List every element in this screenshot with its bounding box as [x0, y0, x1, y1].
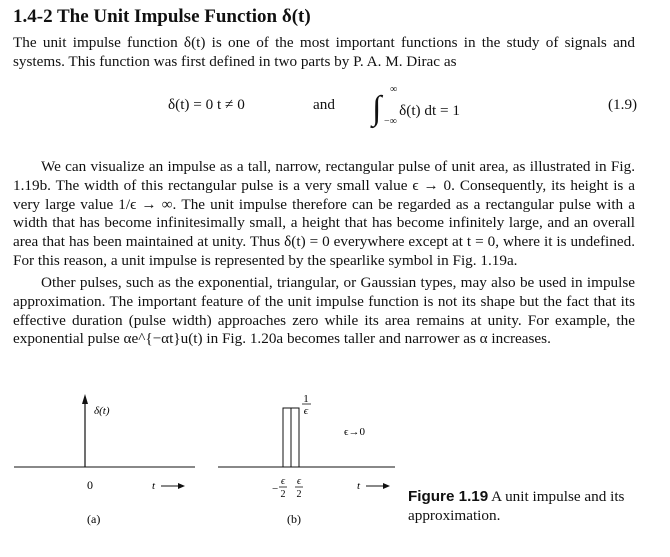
right-eps: ϵ: [296, 476, 302, 487]
arrowhead-t-a: [178, 483, 185, 489]
label-t-a: t: [152, 480, 156, 492]
sublabel-a: (a): [87, 512, 101, 526]
paragraph-intro: The unit impulse function δ(t) is one of the most important functions in the study of signals and systems. This function was first defined in two parts by P. A. M. Dirac as: [13, 34, 635, 70]
caption-label: Figure 1.19: [408, 488, 489, 505]
figure-b: [218, 393, 395, 526]
paragraph-visualize: We can visualize an impulse as a tall, narrow, rectangular pulse of unit area, as illustrated in Fig. 1.19b. The width of this rectangular pulse is a very small value ϵ → 0. Consequently, its height is a very large value 1/ϵ → ∞. The unit impulse therefore can be regarded as a rectangular pulse with a width that has become infinitesimally small, a height that has become infinitely large, and an overall area that has been maintained at unity. Thus δ(t) = 0 everywhere except at t = 0, where it is undefined. For this reason, a unit impulse is represented by the spearlike symbol in Fig. 1.19a.: [13, 158, 635, 269]
caption-text: A unit impulse and its approximation.: [408, 488, 625, 524]
section-heading: 1.4-2 The Unit Impulse Function δ(t): [13, 6, 311, 27]
equation-conjunction: and: [313, 96, 335, 113]
equation-part-a: δ(t) = 0 t ≠ 0: [168, 96, 245, 113]
right-two: 2: [296, 489, 302, 500]
equation-number: (1.9): [608, 96, 638, 113]
arrowhead-t-b: [383, 483, 390, 489]
paragraph-other-pulses: Other pulses, such as the exponential, triangular, or Gaussian types, may also be used in impulse approximation. The important feature of the unit impulse function is not its shape but the fact that its effective duration (pulse width) approaches zero while its area remains at unity. For example, the exponential pulse αe^{−αt}u(t) in Fig. 1.20a becomes taller and narrower as α increases.: [13, 274, 635, 348]
integral-sign: ∫: [372, 90, 382, 127]
left-sign: −: [272, 483, 279, 495]
figure-a: [14, 394, 195, 526]
limit-label: ϵ→0: [344, 426, 365, 438]
height-label-num: 1: [303, 393, 309, 405]
integral-lower-limit: −∞: [384, 116, 397, 127]
impulse-arrowhead: [82, 394, 88, 404]
figure-caption: [408, 487, 648, 525]
height-label-den: ϵ: [303, 405, 309, 417]
label-delta-t: δ(t): [94, 405, 110, 417]
left-eps: ϵ: [280, 476, 286, 487]
left-two: 2: [280, 489, 286, 500]
label-t-b: t: [357, 480, 361, 492]
integral-upper-limit: ∞: [390, 84, 398, 95]
sublabel-b: (b): [287, 512, 301, 526]
label-origin: 0: [87, 478, 93, 492]
integral-body: δ(t) dt = 1: [399, 102, 460, 119]
